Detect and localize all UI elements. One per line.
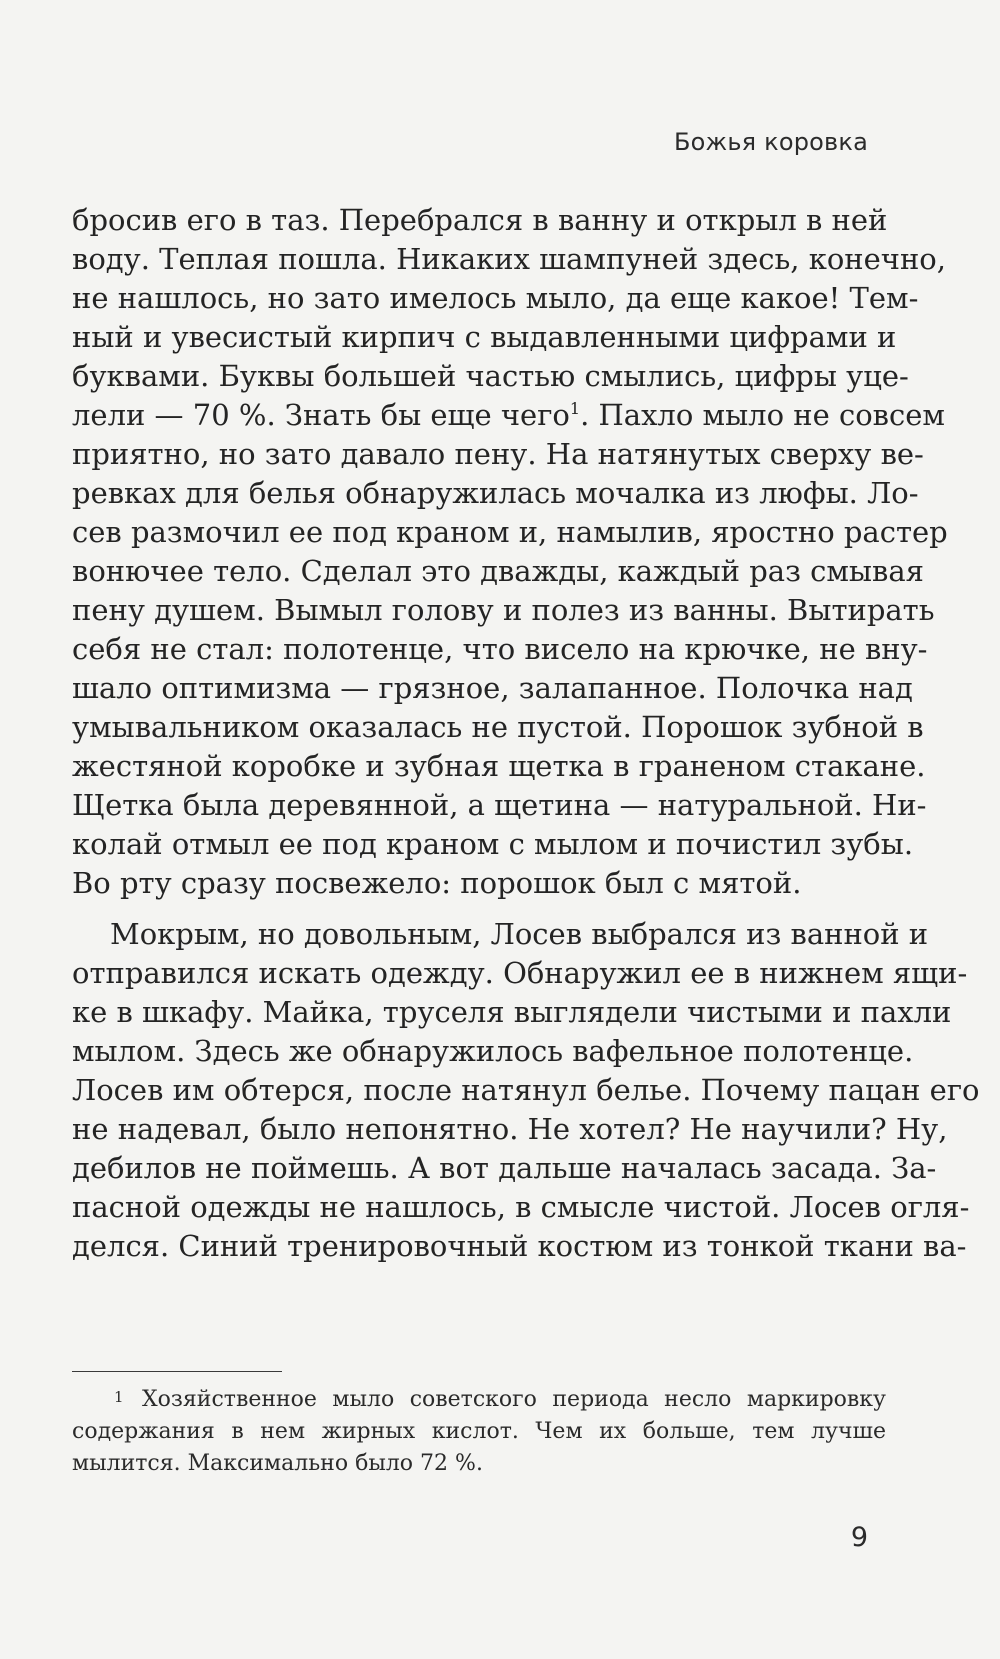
footnote-divider	[72, 1371, 282, 1372]
text-line: умывальником оказалась не пустой. Порошок зубной в	[72, 710, 924, 744]
text-line-with-footnote	[72, 398, 945, 432]
text-line: колай отмыл ее под краном с мылом и почистил зубы.	[72, 827, 914, 861]
text-line: вонючее тело. Сделал это дважды, каждый раз смывая	[72, 554, 924, 588]
text-line: Во рту сразу посвежело: порошок был с мятой.	[72, 866, 802, 900]
text-line: приятно, но зато давало пену. На натянутых сверху ве-	[72, 437, 924, 471]
text-line: не надевал, было непонятно. Не хотел? Не научили? Ну,	[72, 1112, 948, 1146]
text-line: жестяной коробке и зубная щетка в граненом стакане.	[72, 749, 926, 783]
footnote-line: Хозяйственное мыло советского периода несло маркировку	[142, 1387, 886, 1412]
text-line: дебилов не поймешь. А вот дальше началась засада. За-	[72, 1151, 937, 1185]
text-line: воду. Теплая пошла. Никаких шампуней здесь, конечно,	[72, 242, 946, 276]
footnote-marker: 1	[114, 1388, 124, 1406]
text-line: пену душем. Вымыл голову и полез из ванны. Вытирать	[72, 593, 935, 627]
text-line: ный и увесистый кирпич с выдавленными цифрами и	[72, 320, 897, 354]
text-line: делся. Синий тренировочный костюм из тонкой ткани ва-	[72, 1229, 967, 1263]
text-line: себя не стал: полотенце, что висело на крючке, не вну-	[72, 632, 928, 666]
text-line: не нашлось, но зато имелось мыло, да еще какое! Тем-	[72, 281, 919, 315]
text-line: ревках для белья обнаружилась мочалка из люфы. Ло-	[72, 476, 919, 510]
text-segment: лели — 70 %. Знать бы еще чего	[72, 398, 570, 432]
page-number: 9	[850, 1522, 868, 1553]
text-line: Лосев им обтерся, после натянул белье. Почему пацан его	[72, 1073, 980, 1107]
text-line: ке в шкафу. Майка, труселя выглядели чистыми и пахли	[72, 995, 952, 1029]
text-line: Щетка была деревянной, а щетина — натуральной. Ни-	[72, 788, 927, 822]
text-line: отправился искать одежду. Обнаружил ее в нижнем ящи-	[72, 956, 968, 990]
text-line: мылом. Здесь же обнаружилось вафельное полотенце.	[72, 1034, 914, 1068]
text-line: Мокрым, но довольным, Лосев выбрался из ванной и	[110, 917, 929, 951]
running-title: Божья коровка	[673, 128, 868, 156]
footnote-line: мылится. Максимально было 72 %.	[72, 1451, 483, 1476]
footnote-reference: 1	[569, 399, 581, 418]
text-line: бросив его в таз. Перебрался в ванну и открыл в ней	[72, 203, 888, 237]
text-line: шало оптимизма — грязное, залапанное. Полочка над	[72, 671, 913, 705]
text-segment: . Пахло мыло не совсем	[580, 398, 945, 432]
footnote-line: содержания в нем жирных кислот. Чем их больше, тем лучше	[72, 1419, 886, 1444]
text-line: пасной одежды не нашлось, в смысле чистой. Лосев огля-	[72, 1190, 970, 1224]
text-line: сев размочил ее под краном и, намылив, яростно растер	[72, 515, 948, 549]
text-line: буквами. Буквы большей частью смылись, цифры уце-	[72, 359, 909, 393]
